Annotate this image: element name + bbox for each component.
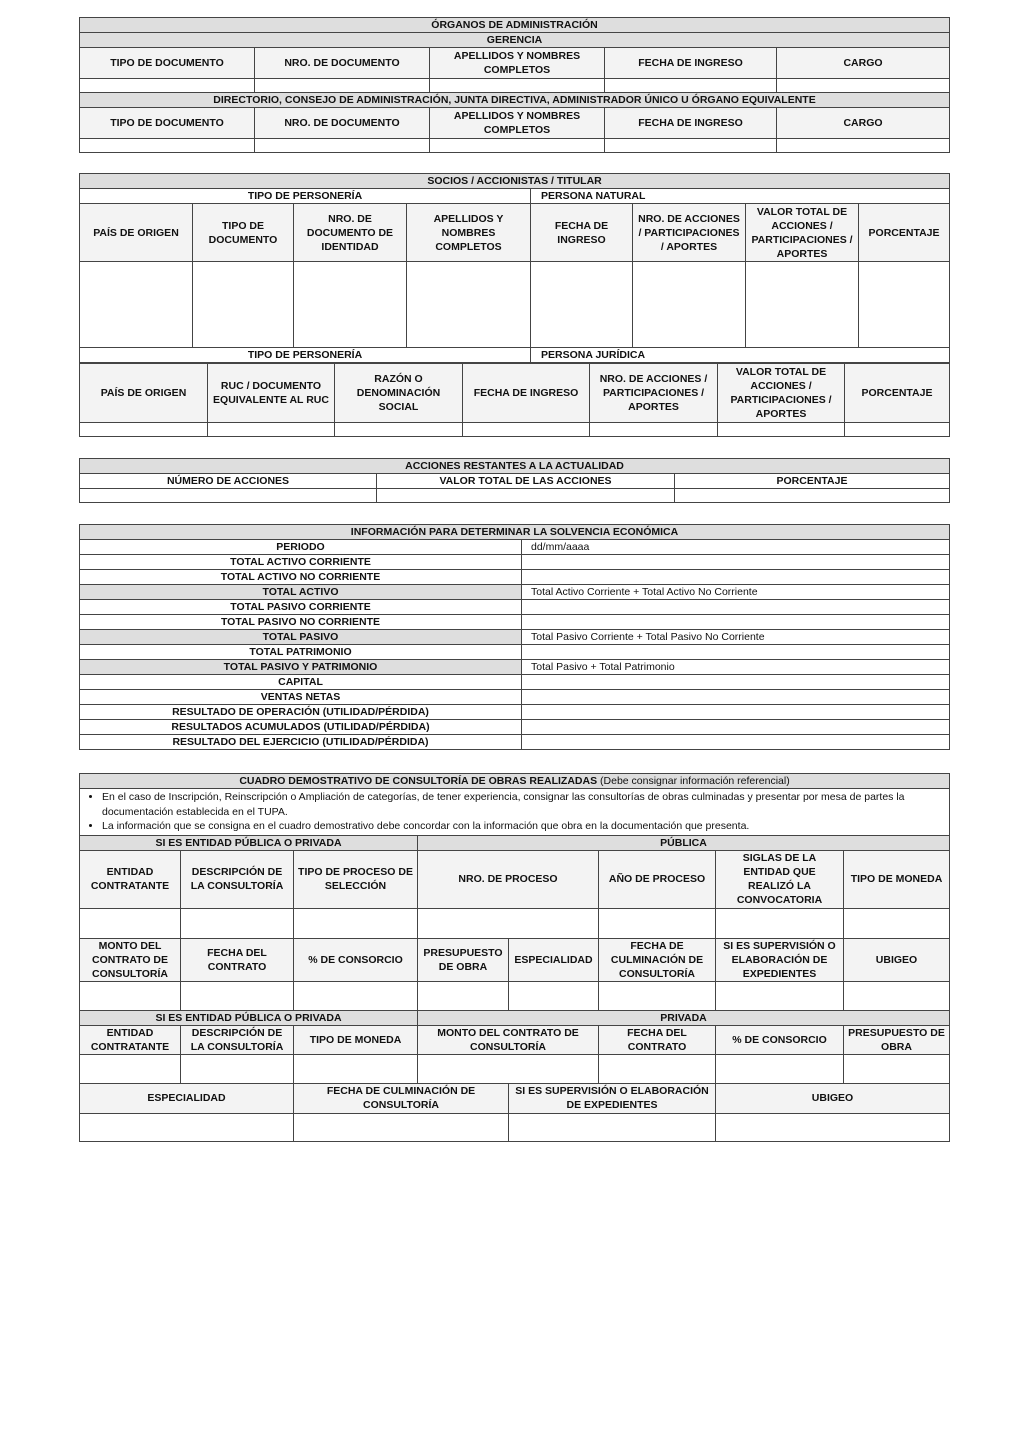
solvencia-row: [80, 645, 950, 660]
solvencia-row: [80, 705, 950, 720]
col-apellidos-nombres: APELLIDOS Y NOMBRES COMPLETOS: [407, 204, 531, 262]
col-tipo-moneda: TIPO DE MONEDA: [294, 1025, 418, 1054]
solvencia-label: TOTAL PASIVO NO CORRIENTE: [80, 615, 522, 630]
solvencia-row: [80, 555, 950, 570]
solvencia-label: PERIODO: [80, 540, 522, 555]
col-valor-total-acciones: VALOR TOTAL DE ACCIONES / PARTICIPACIONES / APORTES: [718, 364, 845, 423]
col-tipo-moneda: TIPO DE MONEDA: [844, 850, 950, 908]
col-fecha-ingreso: FECHA DE INGRESO: [531, 204, 633, 262]
si-es-entidad-header: SI ES ENTIDAD PÚBLICA O PRIVADA: [80, 835, 418, 850]
input-cell[interactable]: [418, 908, 599, 938]
col-fecha-contrato: FECHA DEL CONTRATO: [181, 938, 294, 981]
col-nro-proceso: NRO. DE PROCESO: [418, 850, 599, 908]
cuadro-table: [79, 773, 950, 1142]
solvencia-value[interactable]: Total Activo Corriente + Total Activo No Corriente: [522, 585, 950, 600]
col-presupuesto-obra: PRESUPUESTO DE OBRA: [844, 1025, 950, 1054]
solvencia-row: [80, 735, 950, 750]
solvencia-label: TOTAL PATRIMONIO: [80, 645, 522, 660]
input-cell[interactable]: [294, 908, 418, 938]
solvencia-label: TOTAL PASIVO: [80, 630, 522, 645]
solvencia-value[interactable]: dd/mm/aaaa: [522, 540, 950, 555]
solvencia-value[interactable]: [522, 645, 950, 660]
col-ubigeo: UBIGEO: [844, 938, 950, 981]
solvencia-row: [80, 630, 950, 645]
input-cell[interactable]: [463, 423, 590, 437]
solvencia-value[interactable]: Total Pasivo Corriente + Total Pasivo No Corriente: [522, 630, 950, 645]
col-tipo-documento: TIPO DE DOCUMENTO: [193, 204, 294, 262]
col-pais-origen: PAÍS DE ORIGEN: [80, 364, 208, 423]
col-tipo-documento: TIPO DE DOCUMENTO: [80, 108, 255, 139]
input-cell[interactable]: [80, 1113, 294, 1141]
col-fecha-contrato: FECHA DEL CONTRATO: [599, 1025, 716, 1054]
input-cell[interactable]: [599, 908, 716, 938]
input-cell[interactable]: [718, 423, 845, 437]
col-cargo: CARGO: [777, 108, 950, 139]
input-cell[interactable]: [181, 981, 294, 1010]
solvencia-value[interactable]: Total Pasivo + Total Patrimonio: [522, 660, 950, 675]
persona-juridica-label: PERSONA JURÍDICA: [531, 348, 950, 363]
input-cell[interactable]: [509, 1113, 716, 1141]
col-presupuesto-obra: PRESUPUESTO DE OBRA: [418, 938, 509, 981]
input-cell[interactable]: [430, 139, 605, 153]
organos-title: ÓRGANOS DE ADMINISTRACIÓN: [80, 18, 950, 33]
input-cell[interactable]: [675, 489, 950, 503]
input-cell[interactable]: [844, 981, 950, 1010]
col-monto-contrato: MONTO DEL CONTRATO DE CONSULTORÍA: [418, 1025, 599, 1054]
input-cell[interactable]: [845, 423, 950, 437]
cuadro-title: [80, 774, 950, 789]
input-cell[interactable]: [80, 908, 181, 938]
input-cell[interactable]: [80, 79, 255, 93]
input-cell[interactable]: [294, 262, 407, 348]
persona-natural-label: PERSONA NATURAL: [531, 189, 950, 204]
input-cell[interactable]: [294, 981, 418, 1010]
solvencia-value[interactable]: [522, 675, 950, 690]
input-cell[interactable]: [80, 139, 255, 153]
col-nro-acciones: NRO. DE ACCIONES / PARTICIPACIONES / APORTES: [590, 364, 718, 423]
solvencia-value[interactable]: [522, 615, 950, 630]
socios-juridica-table: [79, 363, 950, 437]
organos-table: [79, 17, 950, 153]
input-cell[interactable]: [80, 981, 181, 1010]
input-cell[interactable]: [633, 262, 746, 348]
solvencia-value[interactable]: [522, 735, 950, 750]
input-cell[interactable]: [716, 1054, 844, 1083]
solvencia-title: INFORMACIÓN PARA DETERMINAR LA SOLVENCIA ECONÓMICA: [80, 525, 950, 540]
col-valor-total-acciones: VALOR TOTAL DE ACCIONES / PARTICIPACIONES / APORTES: [746, 204, 859, 262]
input-cell[interactable]: [255, 139, 430, 153]
col-fecha-ingreso: FECHA DE INGRESO: [605, 48, 777, 79]
privada-header: PRIVADA: [418, 1010, 950, 1025]
col-monto-contrato: MONTO DEL CONTRATO DE CONSULTORÍA: [80, 938, 181, 981]
input-cell[interactable]: [716, 1113, 950, 1141]
note-item: • La información que se consigna en el cuadro demostrativo debe concordar con la información que obra en la documentación que presenta.: [102, 819, 943, 834]
input-cell[interactable]: [80, 489, 377, 503]
col-pais-origen: PAÍS DE ORIGEN: [80, 204, 193, 262]
input-cell[interactable]: [599, 1054, 716, 1083]
directorio-header: DIRECTORIO, CONSEJO DE ADMINISTRACIÓN, JUNTA DIRECTIVA, ADMINISTRADOR ÚNICO U ÓRGANO EQUIVALENTE: [80, 93, 950, 108]
col-porcentaje: PORCENTAJE: [675, 474, 950, 489]
col-descripcion-consultoria: DESCRIPCIÓN DE LA CONSULTORÍA: [181, 850, 294, 908]
solvencia-label: RESULTADO DEL EJERCICIO (UTILIDAD/PÉRDIDA): [80, 735, 522, 750]
input-cell[interactable]: [716, 908, 844, 938]
col-porcentaje-consorcio: % DE CONSORCIO: [716, 1025, 844, 1054]
input-cell[interactable]: [80, 262, 193, 348]
col-ruc: RUC / DOCUMENTO EQUIVALENTE AL RUC: [208, 364, 335, 423]
col-fecha-ingreso: FECHA DE INGRESO: [463, 364, 590, 423]
solvencia-label: CAPITAL: [80, 675, 522, 690]
solvencia-label: TOTAL PASIVO CORRIENTE: [80, 600, 522, 615]
col-nro-documento: NRO. DE DOCUMENTO: [255, 48, 430, 79]
input-cell[interactable]: [509, 981, 599, 1010]
col-porcentaje: PORCENTAJE: [845, 364, 950, 423]
solvencia-label: TOTAL ACTIVO CORRIENTE: [80, 555, 522, 570]
input-cell[interactable]: [844, 908, 950, 938]
input-cell[interactable]: [181, 908, 294, 938]
solvencia-table: [79, 524, 950, 750]
note-item: • En el caso de Inscripción, Reinscripción o Ampliación de categorías, de tener experiencia, consignar las consultorías de obras culminadas y presentar por mesa de partes la documentación establecida en el TUPA.: [102, 790, 943, 819]
col-ubigeo: UBIGEO: [716, 1083, 950, 1113]
input-cell[interactable]: [407, 262, 531, 348]
col-descripcion-consultoria: DESCRIPCIÓN DE LA CONSULTORÍA: [181, 1025, 294, 1054]
col-nro-acciones: NRO. DE ACCIONES / PARTICIPACIONES / APORTES: [633, 204, 746, 262]
col-anio-proceso: AÑO DE PROCESO: [599, 850, 716, 908]
input-cell[interactable]: [605, 79, 777, 93]
col-valor-total: VALOR TOTAL DE LAS ACCIONES: [377, 474, 675, 489]
input-cell[interactable]: [208, 423, 335, 437]
solvencia-label: TOTAL ACTIVO NO CORRIENTE: [80, 570, 522, 585]
col-entidad-contratante: ENTIDAD CONTRATANTE: [80, 1025, 181, 1054]
input-cell[interactable]: [294, 1054, 418, 1083]
publica-header: PÚBLICA: [418, 835, 950, 850]
solvencia-row: [80, 615, 950, 630]
solvencia-row: [80, 675, 950, 690]
input-cell[interactable]: [859, 262, 950, 348]
col-cargo: CARGO: [777, 48, 950, 79]
solvencia-value[interactable]: [522, 705, 950, 720]
col-fecha-ingreso: FECHA DE INGRESO: [605, 108, 777, 139]
col-entidad-contratante: ENTIDAD CONTRATANTE: [80, 850, 181, 908]
solvencia-value[interactable]: [522, 690, 950, 705]
col-fecha-culminacion: FECHA DE CULMINACIÓN DE CONSULTORÍA: [599, 938, 716, 981]
solvencia-label: RESULTADOS ACUMULADOS (UTILIDAD/PÉRDIDA): [80, 720, 522, 735]
col-porcentaje-consorcio: % DE CONSORCIO: [294, 938, 418, 981]
input-cell[interactable]: [531, 262, 633, 348]
col-apellidos-nombres: APELLIDOS Y NOMBRES COMPLETOS: [430, 48, 605, 79]
input-cell[interactable]: [777, 139, 950, 153]
input-cell[interactable]: [418, 1054, 599, 1083]
input-cell[interactable]: [599, 981, 716, 1010]
socios-natural-table: [79, 173, 950, 363]
input-cell[interactable]: [605, 139, 777, 153]
input-cell[interactable]: [777, 79, 950, 93]
input-cell[interactable]: [590, 423, 718, 437]
input-cell[interactable]: [255, 79, 430, 93]
col-tipo-proceso-seleccion: TIPO DE PROCESO DE SELECCIÓN: [294, 850, 418, 908]
solvencia-label: VENTAS NETAS: [80, 690, 522, 705]
input-cell[interactable]: [430, 79, 605, 93]
solvencia-label: TOTAL PASIVO Y PATRIMONIO: [80, 660, 522, 675]
col-especialidad: ESPECIALIDAD: [80, 1083, 294, 1113]
input-cell[interactable]: [844, 1054, 950, 1083]
col-porcentaje: PORCENTAJE: [859, 204, 950, 262]
input-cell[interactable]: [335, 423, 463, 437]
col-tipo-documento: TIPO DE DOCUMENTO: [80, 48, 255, 79]
solvencia-row: [80, 600, 950, 615]
input-cell[interactable]: [418, 981, 509, 1010]
input-cell[interactable]: [80, 1054, 181, 1083]
acciones-table: [79, 458, 950, 503]
col-nro-documento-identidad: NRO. DE DOCUMENTO DE IDENTIDAD: [294, 204, 407, 262]
cuadro-title-text: CUADRO DEMOSTRATIVO DE CONSULTORÍA DE OBRAS REALIZADAS: [239, 775, 598, 787]
solvencia-value[interactable]: [522, 555, 950, 570]
input-cell[interactable]: [377, 489, 675, 503]
solvencia-row: [80, 570, 950, 585]
col-fecha-culminacion: FECHA DE CULMINACIÓN DE CONSULTORÍA: [294, 1083, 509, 1113]
solvencia-row: [80, 585, 950, 600]
solvencia-row: [80, 540, 950, 555]
acciones-title: ACCIONES RESTANTES A LA ACTUALIDAD: [80, 459, 950, 474]
input-cell[interactable]: [181, 1054, 294, 1083]
col-nro-documento: NRO. DE DOCUMENTO: [255, 108, 430, 139]
cuadro-notes: [80, 789, 950, 836]
col-supervision-expedientes: SI ES SUPERVISIÓN O ELABORACIÓN DE EXPEDIENTES: [716, 938, 844, 981]
cuadro-subtitle: (Debe consignar información referencial): [600, 775, 790, 787]
col-especialidad: ESPECIALIDAD: [509, 938, 599, 981]
solvencia-row: [80, 660, 950, 675]
tipo-personeria-label: TIPO DE PERSONERÍA: [80, 189, 531, 204]
solvencia-label: RESULTADO DE OPERACIÓN (UTILIDAD/PÉRDIDA): [80, 705, 522, 720]
col-numero-acciones: NÚMERO DE ACCIONES: [80, 474, 377, 489]
input-cell[interactable]: [294, 1113, 509, 1141]
col-apellidos-nombres: APELLIDOS Y NOMBRES COMPLETOS: [430, 108, 605, 139]
input-cell[interactable]: [746, 262, 859, 348]
input-cell[interactable]: [716, 981, 844, 1010]
tipo-personeria-label: TIPO DE PERSONERÍA: [80, 348, 531, 363]
input-cell[interactable]: [193, 262, 294, 348]
solvencia-label: TOTAL ACTIVO: [80, 585, 522, 600]
col-siglas-entidad: SIGLAS DE LA ENTIDAD QUE REALIZÓ LA CONVOCATORIA: [716, 850, 844, 908]
col-razon-social: RAZÓN O DENOMINACIÓN SOCIAL: [335, 364, 463, 423]
solvencia-row: [80, 690, 950, 705]
socios-title: SOCIOS / ACCIONISTAS / TITULAR: [80, 174, 950, 189]
solvencia-value[interactable]: [522, 600, 950, 615]
gerencia-header: GERENCIA: [80, 33, 950, 48]
solvencia-row: [80, 720, 950, 735]
si-es-entidad-header: SI ES ENTIDAD PÚBLICA O PRIVADA: [80, 1010, 418, 1025]
input-cell[interactable]: [80, 423, 208, 437]
col-supervision-expedientes: SI ES SUPERVISIÓN O ELABORACIÓN DE EXPEDIENTES: [509, 1083, 716, 1113]
solvencia-value[interactable]: [522, 570, 950, 585]
solvencia-value[interactable]: [522, 720, 950, 735]
